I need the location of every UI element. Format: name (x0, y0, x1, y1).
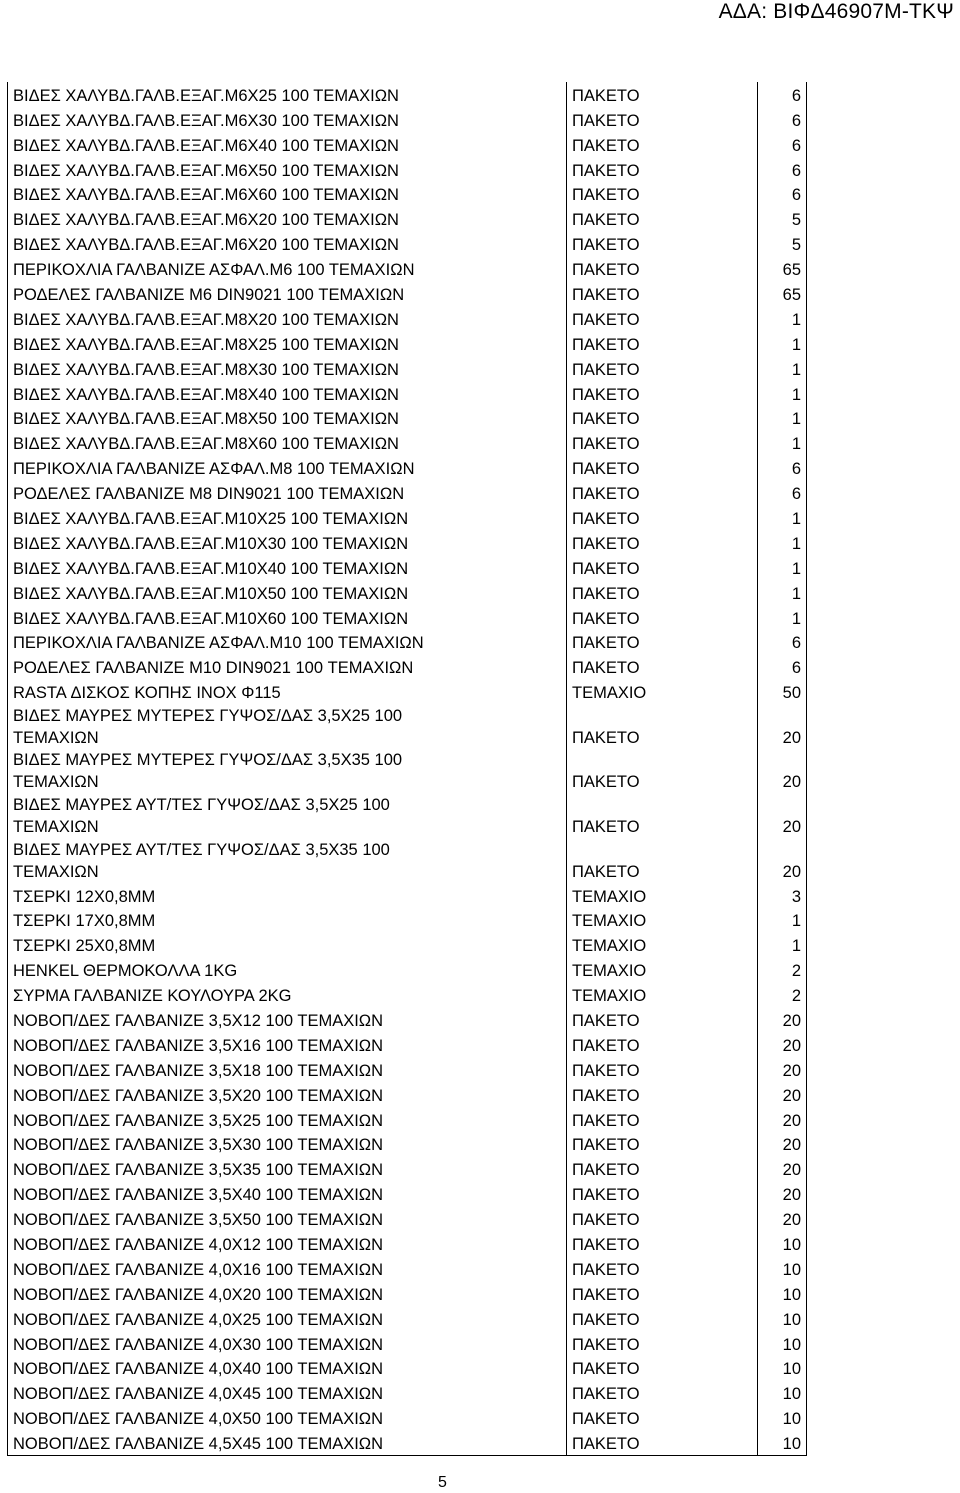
item-unit: ΠΑΚΕΤΟ (567, 1156, 758, 1181)
item-quantity: 6 (758, 455, 807, 480)
item-description (8, 231, 567, 256)
item-description (8, 1156, 567, 1181)
item-description-line: ΒΙΔΕΣ ΜΑΥΡΕΣ ΑΥΤ/ΤΕΣ ΓΥΨΟΣ/ΔΑΣ 3,5Χ25 100 (13, 796, 390, 815)
item-quantity: 1 (758, 430, 807, 455)
item-unit: ΠΑΚΕΤΟ (567, 530, 758, 555)
item-description (8, 1007, 567, 1032)
item-description (8, 1430, 567, 1455)
item-quantity: 1 (758, 505, 807, 530)
table-row (8, 132, 807, 157)
table-row (8, 1032, 807, 1057)
item-unit: ΠΑΚΕΤΟ (567, 132, 758, 157)
table-row (8, 1057, 807, 1082)
item-quantity: 20 (758, 838, 807, 883)
table-row (8, 1256, 807, 1281)
item-quantity: 5 (758, 206, 807, 231)
item-description (8, 1057, 567, 1082)
item-description-line-2: ΤΕΜΑΧΙΩΝ (13, 728, 99, 747)
table-row (8, 430, 807, 455)
item-description (8, 406, 567, 431)
item-description (8, 107, 567, 132)
item-description-line: ΒΙΔΕΣ ΧΑΛΥΒΔ.ΓΑΛΒ.ΕΞΑΓ.Μ8Χ40 100 ΤΕΜΑΧΙΩΝ (13, 385, 399, 404)
table-row (8, 679, 807, 704)
item-unit: ΠΑΚΕΤΟ (567, 1306, 758, 1331)
item-quantity: 10 (758, 1281, 807, 1306)
table-row (8, 480, 807, 505)
item-quantity: 20 (758, 1007, 807, 1032)
item-description (8, 256, 567, 281)
item-unit: ΠΑΚΕΤΟ (567, 1356, 758, 1381)
table-row (8, 555, 807, 580)
table-row (8, 1007, 807, 1032)
item-description (8, 82, 567, 107)
item-description-line: ΒΙΔΕΣ ΧΑΛΥΒΔ.ΓΑΛΒ.ΕΞΑΓ.Μ10Χ40 100 ΤΕΜΑΧΙΩΝ (13, 559, 409, 578)
item-unit: ΠΑΚΕΤΟ (567, 630, 758, 655)
item-unit: ΠΑΚΕΤΟ (567, 1057, 758, 1082)
item-description-line: ΡΟΔΕΛΕΣ ΓΑΛΒΑΝΙΖΕ Μ10 DIN9021 100 ΤΕΜΑΧΙΩΝ (13, 659, 414, 678)
item-quantity: 65 (758, 281, 807, 306)
item-description-line: ΝΟΒΟΠ/ΔΕΣ ΓΑΛΒΑΝΙΖΕ 3,5Χ35 100 ΤΕΜΑΧΙΩΝ (13, 1161, 384, 1180)
item-description (8, 1181, 567, 1206)
item-quantity: 6 (758, 182, 807, 207)
item-description-line: ΣΥΡΜΑ ΓΑΛΒΑΝΙΖΕ ΚΟΥΛΟΥΡΑ 2KG (13, 987, 292, 1006)
item-description-line: ΒΙΔΕΣ ΧΑΛΥΒΔ.ΓΑΛΒ.ΕΞΑΓ.Μ6Χ25 100 ΤΕΜΑΧΙΩΝ (13, 86, 399, 105)
item-unit: ΠΑΚΕΤΟ (567, 430, 758, 455)
item-unit: ΠΑΚΕΤΟ (567, 1231, 758, 1256)
item-unit: ΠΑΚΕΤΟ (567, 1032, 758, 1057)
item-quantity: 1 (758, 908, 807, 933)
table-row (8, 1181, 807, 1206)
item-description-line: ΝΟΒΟΠ/ΔΕΣ ΓΑΛΒΑΝΙΖΕ 4,0Χ30 100 ΤΕΜΑΧΙΩΝ (13, 1335, 384, 1354)
item-description-line: ΝΟΒΟΠ/ΔΕΣ ΓΑΛΒΑΝΙΖΕ 4,0Χ16 100 ΤΕΜΑΧΙΩΝ (13, 1260, 384, 1279)
table-row (8, 356, 807, 381)
item-description (8, 206, 567, 231)
item-quantity: 20 (758, 1132, 807, 1157)
item-quantity: 10 (758, 1306, 807, 1331)
items-table (7, 82, 807, 1456)
item-unit: ΠΑΚΕΤΟ (567, 1281, 758, 1306)
item-quantity: 1 (758, 530, 807, 555)
item-description-line: ΡΟΔΕΛΕΣ ΓΑΛΒΑΝΙΖΕ Μ8 DIN9021 100 ΤΕΜΑΧΙΩΝ (13, 485, 405, 504)
table-row (8, 1082, 807, 1107)
item-description-line: ΝΟΒΟΠ/ΔΕΣ ΓΑΛΒΑΝΙΖΕ 3,5Χ18 100 ΤΕΜΑΧΙΩΝ (13, 1061, 384, 1080)
item-unit: ΠΑΚΕΤΟ (567, 1132, 758, 1157)
item-description (8, 1380, 567, 1405)
item-description-line: ΡΟΔΕΛΕΣ ΓΑΛΒΑΝΙΖΕ Μ6 DIN9021 100 ΤΕΜΑΧΙΩΝ (13, 286, 405, 305)
item-quantity: 6 (758, 82, 807, 107)
item-unit: ΠΑΚΕΤΟ (567, 555, 758, 580)
item-description (8, 982, 567, 1007)
item-description (8, 749, 567, 794)
item-quantity: 1 (758, 605, 807, 630)
item-description (8, 1306, 567, 1331)
item-description-line-2: ΤΕΜΑΧΙΩΝ (13, 773, 99, 792)
item-unit: ΠΑΚΕΤΟ (567, 480, 758, 505)
item-description-line: ΝΟΒΟΠ/ΔΕΣ ΓΑΛΒΑΝΙΖΕ 4,5Χ45 100 ΤΕΜΑΧΙΩΝ (13, 1434, 384, 1453)
item-description-line: ΒΙΔΕΣ ΧΑΛΥΒΔ.ΓΑΛΒ.ΕΞΑΓ.Μ6Χ30 100 ΤΕΜΑΧΙΩΝ (13, 111, 399, 130)
item-description-line: ΠΕΡΙΚΟΧΛΙΑ ΓΑΛΒΑΝΙΖΕ ΑΣΦΑΛ.Μ10 100 ΤΕΜΑΧΙΩΝ (13, 634, 424, 653)
item-quantity: 1 (758, 306, 807, 331)
item-unit: ΠΑΚΕΤΟ (567, 838, 758, 883)
item-description-line: ΒΙΔΕΣ ΧΑΛΥΒΔ.ΓΑΛΒ.ΕΞΑΓ.Μ10Χ60 100 ΤΕΜΑΧΙΩΝ (13, 609, 409, 628)
item-quantity: 10 (758, 1380, 807, 1405)
table-row (8, 793, 807, 838)
item-quantity: 6 (758, 107, 807, 132)
item-description-line: ΒΙΔΕΣ ΧΑΛΥΒΔ.ΓΑΛΒ.ΕΞΑΓ.Μ8Χ30 100 ΤΕΜΑΧΙΩΝ (13, 360, 399, 379)
table-row (8, 381, 807, 406)
table-row (8, 1132, 807, 1157)
item-description-line: ΒΙΔΕΣ ΧΑΛΥΒΔ.ΓΑΛΒ.ΕΞΑΓ.Μ8Χ25 100 ΤΕΜΑΧΙΩΝ (13, 335, 399, 354)
document-code: ΑΔΑ: ΒΙΦΔ46907Μ-ΤΚΨ (718, 0, 954, 23)
item-description (8, 1256, 567, 1281)
item-description (8, 1331, 567, 1356)
item-quantity: 1 (758, 406, 807, 431)
item-quantity: 5 (758, 231, 807, 256)
table-row (8, 1281, 807, 1306)
table-row (8, 605, 807, 630)
item-unit: ΠΑΚΕΤΟ (567, 1331, 758, 1356)
item-quantity: 20 (758, 1206, 807, 1231)
item-unit: ΠΑΚΕΤΟ (567, 256, 758, 281)
item-unit: ΤΕΜΑΧΙΟ (567, 932, 758, 957)
item-description (8, 908, 567, 933)
item-description-line: ΒΙΔΕΣ ΜΑΥΡΕΣ ΑΥΤ/ΤΕΣ ΓΥΨΟΣ/ΔΑΣ 3,5Χ35 100 (13, 840, 390, 859)
table-row (8, 1331, 807, 1356)
item-description (8, 957, 567, 982)
item-quantity: 20 (758, 1107, 807, 1132)
item-unit: ΠΑΚΕΤΟ (567, 206, 758, 231)
item-unit: ΠΑΚΕΤΟ (567, 1007, 758, 1032)
item-quantity: 10 (758, 1430, 807, 1455)
item-description-line: ΝΟΒΟΠ/ΔΕΣ ΓΑΛΒΑΝΙΖΕ 3,5Χ20 100 ΤΕΜΑΧΙΩΝ (13, 1086, 384, 1105)
table-row (8, 505, 807, 530)
item-description (8, 630, 567, 655)
item-unit: ΠΑΚΕΤΟ (567, 107, 758, 132)
item-description (8, 505, 567, 530)
item-unit: ΠΑΚΕΤΟ (567, 182, 758, 207)
table-row (8, 306, 807, 331)
item-description-line: ΝΟΒΟΠ/ΔΕΣ ΓΑΛΒΑΝΙΖΕ 3,5Χ30 100 ΤΕΜΑΧΙΩΝ (13, 1136, 384, 1155)
item-description-line: ΒΙΔΕΣ ΧΑΛΥΒΔ.ΓΑΛΒ.ΕΞΑΓ.Μ6Χ40 100 ΤΕΜΑΧΙΩΝ (13, 136, 399, 155)
item-description-line: ΝΟΒΟΠ/ΔΕΣ ΓΑΛΒΑΝΙΖΕ 4,0Χ25 100 ΤΕΜΑΧΙΩΝ (13, 1310, 384, 1329)
item-description-line: ΒΙΔΕΣ ΧΑΛΥΒΔ.ΓΑΛΒ.ΕΞΑΓ.Μ8Χ20 100 ΤΕΜΑΧΙΩΝ (13, 310, 399, 329)
item-description (8, 1206, 567, 1231)
item-unit: ΠΑΚΕΤΟ (567, 82, 758, 107)
item-description (8, 530, 567, 555)
item-description-line-2: ΤΕΜΑΧΙΩΝ (13, 818, 99, 837)
table-row (8, 107, 807, 132)
item-unit: ΠΑΚΕΤΟ (567, 1380, 758, 1405)
table-row (8, 281, 807, 306)
table-row (8, 630, 807, 655)
item-unit: ΤΕΜΑΧΙΟ (567, 957, 758, 982)
item-unit: ΠΑΚΕΤΟ (567, 157, 758, 182)
item-unit: ΠΑΚΕΤΟ (567, 331, 758, 356)
item-description-line: ΝΟΒΟΠ/ΔΕΣ ΓΑΛΒΑΝΙΖΕ 4,0Χ40 100 ΤΕΜΑΧΙΩΝ (13, 1360, 384, 1379)
item-description (8, 555, 567, 580)
item-description-line: ΝΟΒΟΠ/ΔΕΣ ΓΑΛΒΑΝΙΖΕ 4,0Χ50 100 ΤΕΜΑΧΙΩΝ (13, 1410, 384, 1429)
item-description (8, 157, 567, 182)
item-unit: ΠΑΚΕΤΟ (567, 281, 758, 306)
item-description (8, 1082, 567, 1107)
item-quantity: 20 (758, 793, 807, 838)
item-description (8, 605, 567, 630)
table-row (8, 530, 807, 555)
item-description-line: ΒΙΔΕΣ ΧΑΛΥΒΔ.ΓΑΛΒ.ΕΞΑΓ.Μ6Χ20 100 ΤΕΜΑΧΙΩΝ (13, 211, 399, 230)
item-description (8, 182, 567, 207)
item-description (8, 1032, 567, 1057)
item-unit: ΠΑΚΕΤΟ (567, 749, 758, 794)
item-unit: ΠΑΚΕΤΟ (567, 406, 758, 431)
item-unit: ΠΑΚΕΤΟ (567, 1206, 758, 1231)
item-unit: ΠΑΚΕΤΟ (567, 306, 758, 331)
table-row (8, 331, 807, 356)
item-quantity: 1 (758, 580, 807, 605)
table-row (8, 1231, 807, 1256)
item-description-line: ΒΙΔΕΣ ΧΑΛΥΒΔ.ΓΑΛΒ.ΕΞΑΓ.Μ10Χ30 100 ΤΕΜΑΧΙΩΝ (13, 534, 409, 553)
item-description-line: ΠΕΡΙΚΟΧΛΙΑ ΓΑΛΒΑΝΙΖΕ ΑΣΦΑΛ.Μ6 100 ΤΕΜΑΧΙΩΝ (13, 261, 415, 280)
item-unit: ΠΑΚΕΤΟ (567, 356, 758, 381)
item-quantity: 10 (758, 1405, 807, 1430)
table-row (8, 1156, 807, 1181)
item-description (8, 455, 567, 480)
item-quantity: 1 (758, 932, 807, 957)
item-unit: ΠΑΚΕΤΟ (567, 1181, 758, 1206)
item-unit: ΠΑΚΕΤΟ (567, 580, 758, 605)
item-quantity: 10 (758, 1231, 807, 1256)
item-description-line: ΒΙΔΕΣ ΧΑΛΥΒΔ.ΓΑΛΒ.ΕΞΑΓ.Μ6Χ20 100 ΤΕΜΑΧΙΩΝ (13, 236, 399, 255)
item-description (8, 793, 567, 838)
item-unit: ΠΑΚΕΤΟ (567, 1430, 758, 1455)
item-quantity: 6 (758, 654, 807, 679)
item-unit: ΠΑΚΕΤΟ (567, 1107, 758, 1132)
item-description-line: ΝΟΒΟΠ/ΔΕΣ ΓΑΛΒΑΝΙΖΕ 3,5Χ50 100 ΤΕΜΑΧΙΩΝ (13, 1211, 384, 1230)
item-unit: ΠΑΚΕΤΟ (567, 1256, 758, 1281)
item-unit: ΤΕΜΑΧΙΟ (567, 982, 758, 1007)
item-quantity: 2 (758, 982, 807, 1007)
item-unit: ΠΑΚΕΤΟ (567, 704, 758, 749)
table-row (8, 1380, 807, 1405)
table-row (8, 206, 807, 231)
item-description-line: ΒΙΔΕΣ ΧΑΛΥΒΔ.ΓΑΛΒ.ΕΞΑΓ.Μ10Χ25 100 ΤΕΜΑΧΙΩΝ (13, 510, 409, 529)
item-description (8, 1132, 567, 1157)
item-description (8, 356, 567, 381)
item-quantity: 6 (758, 630, 807, 655)
item-unit: ΠΑΚΕΤΟ (567, 455, 758, 480)
item-description-line: ΒΙΔΕΣ ΧΑΛΥΒΔ.ΓΑΛΒ.ΕΞΑΓ.Μ10Χ50 100 ΤΕΜΑΧΙΩΝ (13, 584, 409, 603)
item-description-line: ΝΟΒΟΠ/ΔΕΣ ΓΑΛΒΑΝΙΖΕ 3,5Χ25 100 ΤΕΜΑΧΙΩΝ (13, 1111, 384, 1130)
item-quantity: 10 (758, 1356, 807, 1381)
item-quantity: 6 (758, 157, 807, 182)
item-description-line: HENKEL ΘΕΡΜΟΚΟΛΛΑ 1KG (13, 962, 238, 981)
table-row (8, 157, 807, 182)
item-description (8, 883, 567, 908)
table-row (8, 256, 807, 281)
item-quantity: 20 (758, 1032, 807, 1057)
table-row (8, 654, 807, 679)
item-quantity: 10 (758, 1331, 807, 1356)
item-description (8, 306, 567, 331)
item-description-line: ΠΕΡΙΚΟΧΛΙΑ ΓΑΛΒΑΝΙΖΕ ΑΣΦΑΛ.Μ8 100 ΤΕΜΑΧΙΩΝ (13, 460, 415, 479)
item-unit: ΠΑΚΕΤΟ (567, 381, 758, 406)
item-description (8, 679, 567, 704)
table-row (8, 932, 807, 957)
table-row (8, 883, 807, 908)
table-row (8, 580, 807, 605)
item-description (8, 654, 567, 679)
item-description (8, 132, 567, 157)
item-quantity: 20 (758, 1057, 807, 1082)
item-quantity: 65 (758, 256, 807, 281)
item-quantity: 20 (758, 1181, 807, 1206)
table-row (8, 838, 807, 883)
item-description (8, 1405, 567, 1430)
item-description-line: ΒΙΔΕΣ ΧΑΛΥΒΔ.ΓΑΛΒ.ΕΞΑΓ.Μ8Χ50 100 ΤΕΜΑΧΙΩΝ (13, 410, 399, 429)
table-row (8, 406, 807, 431)
item-description (8, 704, 567, 749)
item-description-line: ΒΙΔΕΣ ΧΑΛΥΒΔ.ΓΑΛΒ.ΕΞΑΓ.Μ8Χ60 100 ΤΕΜΑΧΙΩΝ (13, 435, 399, 454)
table-row (8, 982, 807, 1007)
item-quantity: 1 (758, 555, 807, 580)
item-description (8, 331, 567, 356)
item-description-line: ΒΙΔΕΣ ΧΑΛΥΒΔ.ΓΑΛΒ.ΕΞΑΓ.Μ6Χ50 100 ΤΕΜΑΧΙΩΝ (13, 161, 399, 180)
item-quantity: 3 (758, 883, 807, 908)
item-description-line: RASTA ΔΙΣΚΟΣ ΚΟΠΗΣ ΙΝΟΧ Φ115 (13, 684, 281, 703)
item-description (8, 932, 567, 957)
item-description (8, 1281, 567, 1306)
item-unit: ΤΕΜΑΧΙΟ (567, 883, 758, 908)
item-description-line: ΝΟΒΟΠ/ΔΕΣ ΓΑΛΒΑΝΙΖΕ 4,0Χ20 100 ΤΕΜΑΧΙΩΝ (13, 1285, 384, 1304)
table-row (8, 1107, 807, 1132)
item-quantity: 10 (758, 1256, 807, 1281)
table-row (8, 1206, 807, 1231)
item-quantity: 20 (758, 704, 807, 749)
item-unit: ΤΕΜΑΧΙΟ (567, 908, 758, 933)
item-description (8, 381, 567, 406)
item-description-line: ΒΙΔΕΣ ΜΑΥΡΕΣ ΜΥΤΕΡΕΣ ΓΥΨΟΣ/ΔΑΣ 3,5Χ25 100 (13, 706, 403, 725)
item-description-line: ΒΙΔΕΣ ΜΑΥΡΕΣ ΜΥΤΕΡΕΣ ΓΥΨΟΣ/ΔΑΣ 3,5Χ35 100 (13, 751, 403, 770)
item-quantity: 20 (758, 1082, 807, 1107)
item-description (8, 580, 567, 605)
item-unit: ΠΑΚΕΤΟ (567, 231, 758, 256)
item-unit: ΠΑΚΕΤΟ (567, 793, 758, 838)
item-description-line-2: ΤΕΜΑΧΙΩΝ (13, 862, 99, 881)
item-unit: ΠΑΚΕΤΟ (567, 505, 758, 530)
table-row (8, 1430, 807, 1455)
item-unit: ΠΑΚΕΤΟ (567, 1082, 758, 1107)
table-row (8, 749, 807, 794)
item-description (8, 1231, 567, 1256)
item-unit: ΠΑΚΕΤΟ (567, 605, 758, 630)
item-quantity: 20 (758, 749, 807, 794)
item-description-line: ΤΣΕΡΚΙ 12Χ0,8ΜΜ (13, 887, 156, 906)
item-quantity: 1 (758, 381, 807, 406)
item-description-line: ΒΙΔΕΣ ΧΑΛΥΒΔ.ΓΑΛΒ.ΕΞΑΓ.Μ6Χ60 100 ΤΕΜΑΧΙΩΝ (13, 186, 399, 205)
item-unit: ΠΑΚΕΤΟ (567, 1405, 758, 1430)
item-quantity: 6 (758, 132, 807, 157)
item-description-line: ΝΟΒΟΠ/ΔΕΣ ΓΑΛΒΑΝΙΖΕ 4,0Χ12 100 ΤΕΜΑΧΙΩΝ (13, 1236, 384, 1254)
item-unit: ΤΕΜΑΧΙΟ (567, 679, 758, 704)
table-row (8, 82, 807, 107)
item-description-line: ΝΟΒΟΠ/ΔΕΣ ΓΑΛΒΑΝΙΖΕ 3,5Χ12 100 ΤΕΜΑΧΙΩΝ (13, 1011, 384, 1030)
item-description (8, 430, 567, 455)
table-row (8, 908, 807, 933)
table-row (8, 1405, 807, 1430)
item-description (8, 281, 567, 306)
item-quantity: 6 (758, 480, 807, 505)
item-description-line: ΝΟΒΟΠ/ΔΕΣ ΓΑΛΒΑΝΙΖΕ 3,5Χ16 100 ΤΕΜΑΧΙΩΝ (13, 1036, 384, 1055)
table-row (8, 231, 807, 256)
item-description (8, 1107, 567, 1132)
page-number: 5 (438, 1474, 447, 1491)
items-table-body (8, 82, 807, 1455)
item-description (8, 838, 567, 883)
item-description-line: ΝΟΒΟΠ/ΔΕΣ ΓΑΛΒΑΝΙΖΕ 3,5Χ40 100 ΤΕΜΑΧΙΩΝ (13, 1186, 384, 1205)
table-row (8, 455, 807, 480)
item-quantity: 50 (758, 679, 807, 704)
item-description (8, 1356, 567, 1381)
table-row (8, 957, 807, 982)
item-description-line: ΤΣΕΡΚΙ 17Χ0,8ΜΜ (13, 912, 156, 931)
table-row (8, 1306, 807, 1331)
item-quantity: 1 (758, 331, 807, 356)
table-row (8, 182, 807, 207)
item-description (8, 480, 567, 505)
item-description-line: ΤΣΕΡΚΙ 25Χ0,8ΜΜ (13, 937, 156, 956)
table-row (8, 1356, 807, 1381)
item-quantity: 1 (758, 356, 807, 381)
table-row (8, 704, 807, 749)
item-quantity: 2 (758, 957, 807, 982)
item-quantity: 20 (758, 1156, 807, 1181)
item-unit: ΠΑΚΕΤΟ (567, 654, 758, 679)
item-description-line: ΝΟΒΟΠ/ΔΕΣ ΓΑΛΒΑΝΙΖΕ 4,0Χ45 100 ΤΕΜΑΧΙΩΝ (13, 1385, 384, 1404)
